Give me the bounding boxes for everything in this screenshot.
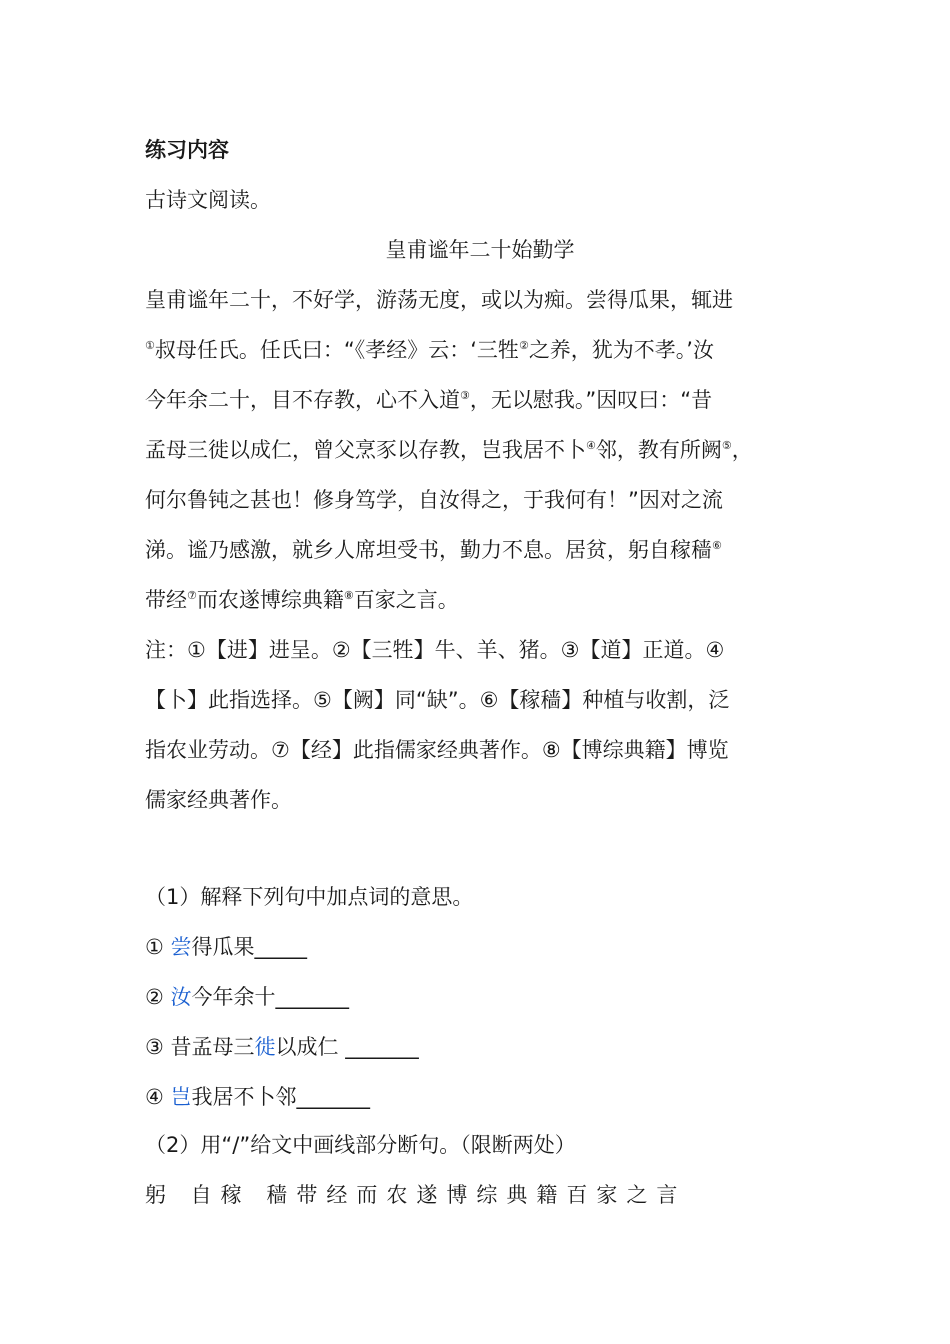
footnote-marker: ⑤ xyxy=(721,439,732,452)
footnote-marker: ⑥ xyxy=(712,539,722,552)
notes-line: 【卜】此指选择。⑤【阙】同“缺”。⑥【稼穑】种植与收割，泛 xyxy=(145,688,730,712)
footnote-marker: ④ xyxy=(586,439,596,452)
passage-line: 皇甫谧年二十，不好学，游荡无度，或以为痴。尝得瓜果，辄进 xyxy=(145,288,733,312)
passage-line: 涕。谧乃感激，就乡人席坦受书，勤力不息。居贫，躬自稼穑⑥ xyxy=(145,538,722,562)
footnote-marker: ① xyxy=(145,339,155,352)
passage-line: ①叔母任氏。任氏曰：“《孝经》云：‘三牲②之养，犹为不孝。’汝 xyxy=(145,338,714,362)
highlighted-word: 汝 xyxy=(170,985,192,1009)
footnote-marker: ⑦ xyxy=(187,589,197,602)
section-heading: 练习内容 xyxy=(145,138,229,162)
question-1-item: ④ 岂我居不卜邻_______ xyxy=(145,1085,371,1109)
footnote-marker: ⑧ xyxy=(343,589,354,602)
section-subheading: 古诗文阅读。 xyxy=(145,188,271,212)
question-1-label: （1）解释下列句中加点词的意思。 xyxy=(145,885,474,909)
highlighted-word: 徙 xyxy=(254,1035,276,1059)
question-1-item: ③ 昔孟母三徙以成仁 _______ xyxy=(145,1035,419,1059)
passage-line: 今年余二十，目不存教，心不入道③，无以慰我。”因叹曰：“昔 xyxy=(145,388,713,412)
question-2-label: （2）用“/”给文中画线部分断句。（限断两处） xyxy=(145,1133,576,1157)
question-1-item: ① 尝得瓜果_____ xyxy=(145,935,308,959)
notes-line: 儒家经典著作。 xyxy=(145,788,292,812)
footnote-marker: ③ xyxy=(460,389,470,402)
question-2-text: 躬 自稼 穑带经而农遂博综典籍百家之言 xyxy=(145,1183,687,1207)
passage-line: 带经⑦而农遂博综典籍⑧百家之言。 xyxy=(145,588,459,612)
footnote-marker: ② xyxy=(518,339,529,352)
notes-line: 注：①【进】进呈。②【三牲】牛、羊、猪。③【道】正道。④ xyxy=(145,638,725,662)
passage-title: 皇甫谧年二十始勤学 xyxy=(385,238,575,262)
passage-line: 孟母三徙以成仁，曾父烹豕以存教，岂我居不卜④邻，教有所阙⑤， xyxy=(145,438,753,462)
question-1-item: ② 汝今年余十_______ xyxy=(145,985,350,1009)
passage-line: 何尔鲁钝之甚也！修身笃学，自汝得之，于我何有！”因对之流 xyxy=(145,488,723,512)
notes-line: 指农业劳动。⑦【经】此指儒家经典著作。⑧【博综典籍】博览 xyxy=(145,738,729,762)
highlighted-word: 尝 xyxy=(170,935,192,959)
highlighted-word: 岂 xyxy=(170,1085,192,1109)
